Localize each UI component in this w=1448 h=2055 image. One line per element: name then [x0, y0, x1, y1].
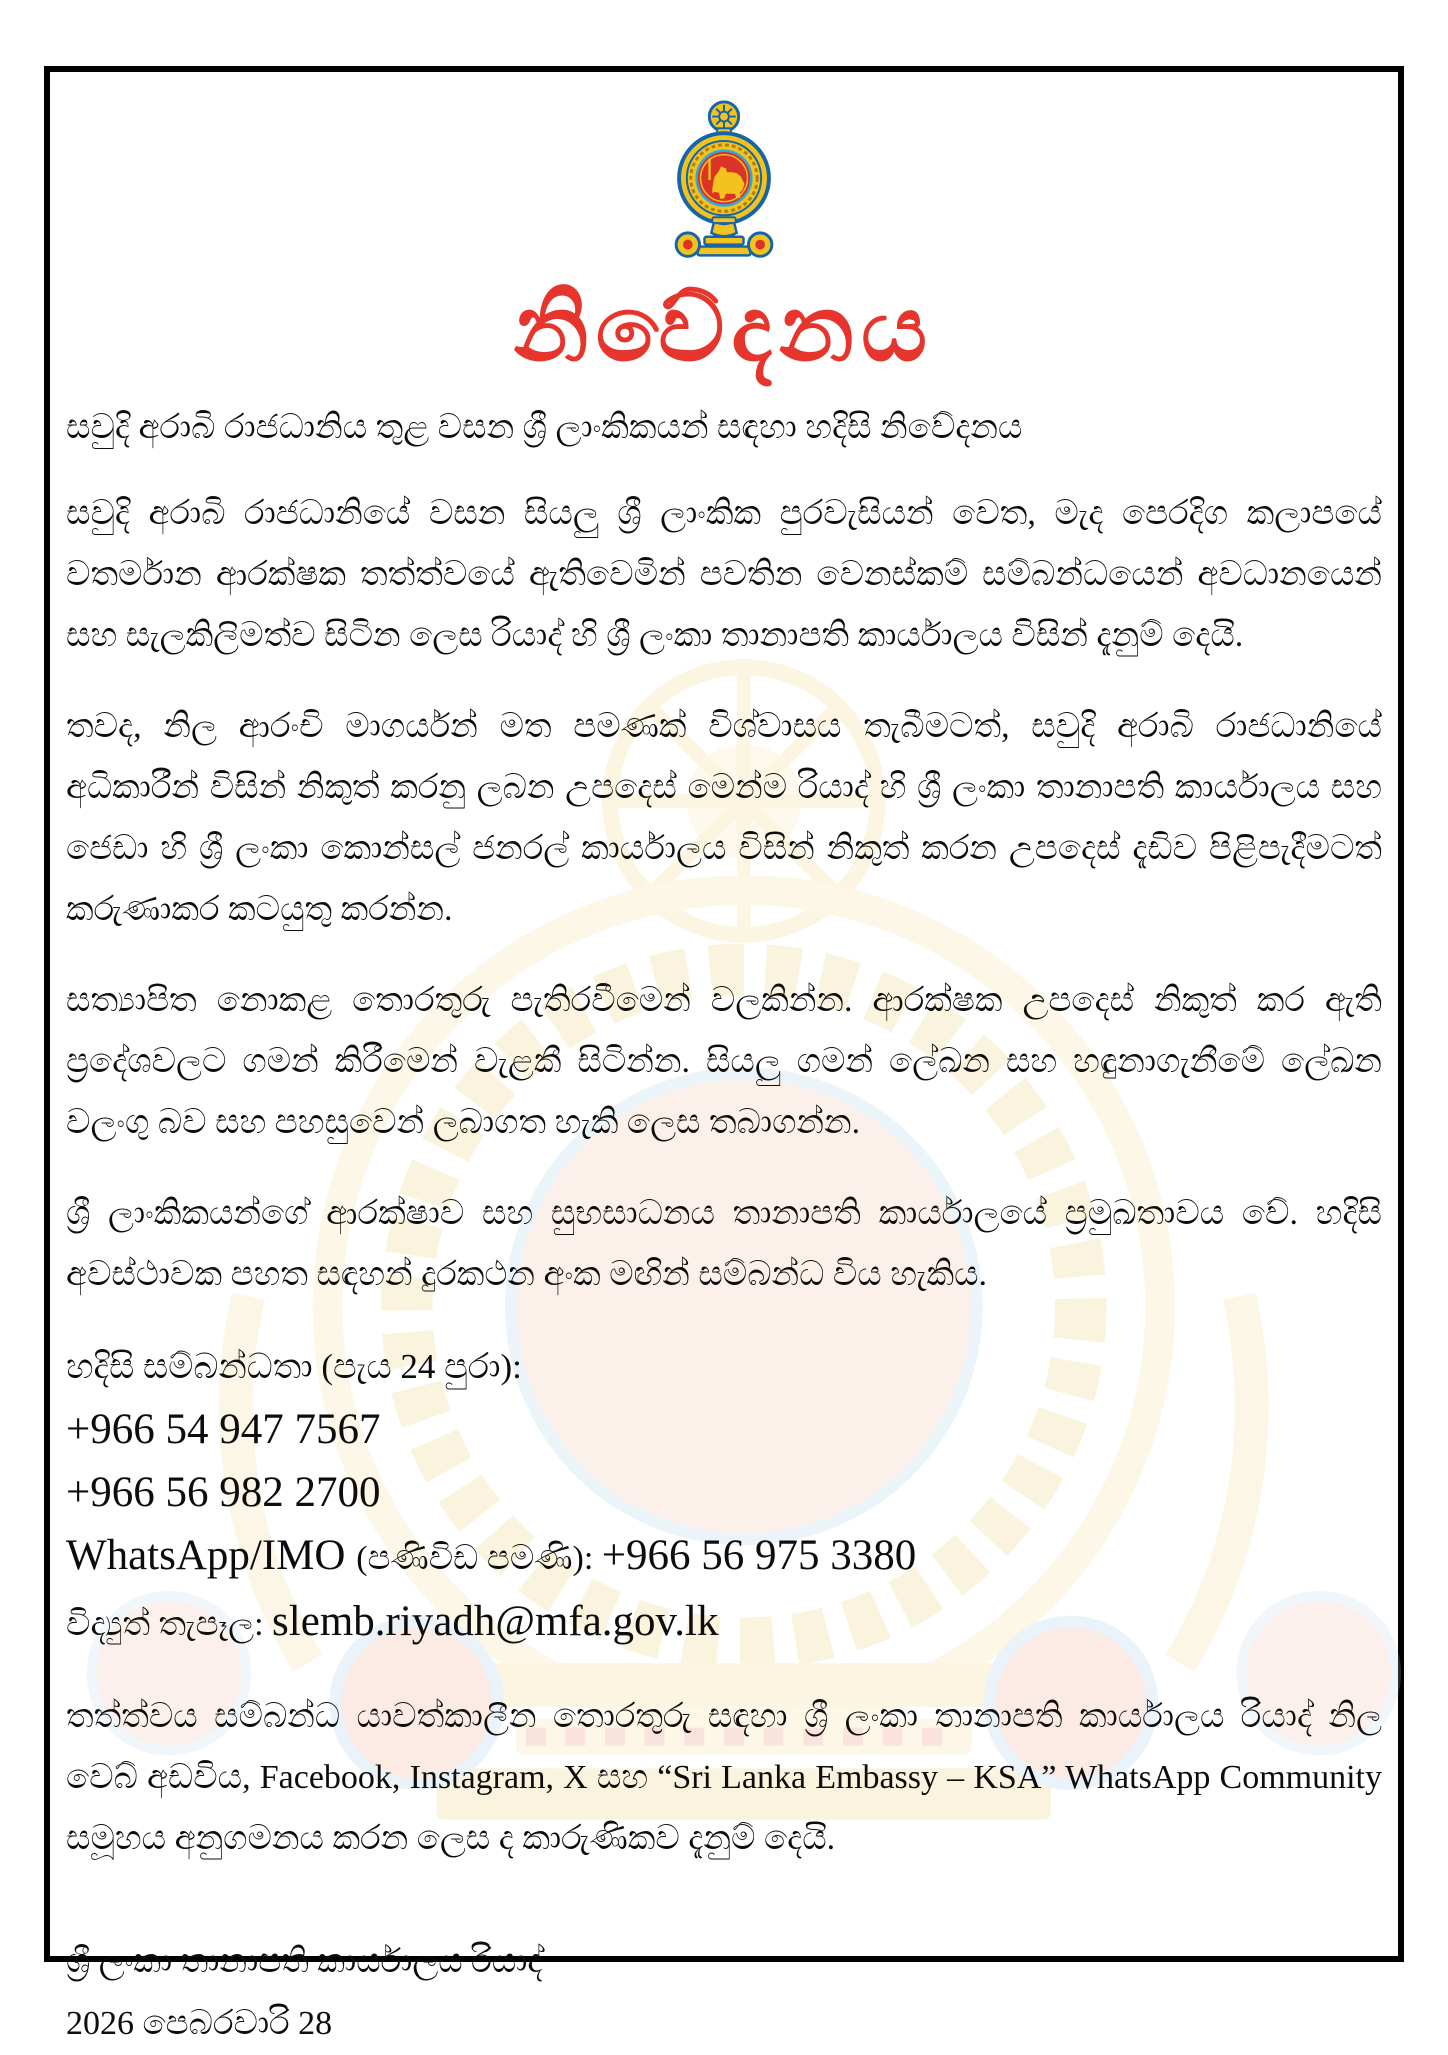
notice-title: නිවේදනය — [513, 278, 935, 380]
contact-whatsapp-line — [66, 1524, 1382, 1590]
paragraph-follow-channels: තත්ත්වය සම්බන්ධ යාවත්කාලීන තොරතුරු සඳහා ශ්‍රී ලංකා තානාපති කාර්යාලය රියාද් නිල වෙබ් අඩවිය, Facebook, Instagram, X සහ “Sri Lanka Embassy – KSA” WhatsApp Community සමූහය අනුගමනය කරන ලෙස ද කාරුණිකව දැනුම් දෙයි. — [66, 1698, 1382, 1857]
paragraph-official-guidance: තවද, නිල ආරංචි මාගර්යන් මත පමණක් විශ්වාසය තැබීමටත්, සවුදි අරාබි රාජධානියේ අධිකාරීන් විසින් නිකුත් කරනු ලබන උපදෙස් මෙන්ම රියාද් හි ශ්‍රී ලංකා තානාපති කාර්යාලය සහ ජෙඩා හි ශ්‍රී ලංකා කොන්සල් ජනරල් කාර්යාලය විසින් නිකුත් කරන උපදෙස් දැඩිව පිළිපැදීමටත් කරුණාකර කටයුතු කරන්න. — [66, 708, 1382, 928]
email-address: slemb.riyadh@mfa.gov.lk — [272, 1598, 719, 1645]
contact-phone-2: +966 56 982 2700 — [66, 1469, 381, 1516]
notice-subtitle: සවුදි අරාබි රාජධානිය තුළ වසන ශ්‍රී ලාංකිකයන් සඳහා හදිසි නිවේදනය — [66, 409, 1023, 446]
paragraph-welfare: ශ්‍රී ලාංකිකයන්ගේ ආරක්ෂාව සහ සුභසාධනය තානාපති කාර්යාලයේ ප්‍රමුඛතාවය වේ. හදිසි අවස්ථාවක පහත සඳහන් දුරකථන අංක මඟින් සම්බන්ධ විය හැකිය. — [66, 1195, 1382, 1293]
whatsapp-note: (පණිවිඩ පමණි): — [356, 1540, 602, 1577]
contact-phone-1: +966 54 947 7567 — [66, 1406, 381, 1453]
emblem-wrap — [66, 98, 1382, 275]
paragraph-precautions: සත්‍යාපිත නොකළ තොරතුරු පැතිරවීමෙන් වලකින්න. ආරක්ෂක උපදෙස් නිකුත් කර ඇති ප්‍රදේශවලට ගමන් කිරීමෙන් වැළකී සිටින්න. සියලු ගමන් ලේඛන සහ හඳුනාගැනීමේ ලේඛන වලංගු බව සහ පහසුවෙන් ලබාගත හැකි ලෙස තබාගන්න. — [66, 982, 1382, 1141]
contact-block — [66, 1335, 1382, 1656]
contact-email-line — [66, 1590, 1382, 1656]
signature-block — [66, 1931, 1382, 2055]
paragraph-situation: සවුදි අරාබි රාජධානියේ වසන සියලු ශ්‍රී ලාංකික පුරවැසියන් වෙත, මැද පෙරදිග කලාපයේ වතර්මාන ආරක්ෂක තත්ත්වයේ ඇතිවෙමින් පවතින වෙනස්කම් සම්බන්ධයෙන් අවධානයෙන් සහ සැලකිලිමත්ව සිටින ලෙස රියාද් හි ශ්‍රී ලංකා තානාපති කාර්යාලය විසින් දැනුම් දෙයි. — [66, 495, 1382, 654]
contact-heading: හදිසි සම්බන්ධතා (පැය 24 පුරා): — [66, 1347, 522, 1386]
contact-whatsapp-number: +966 56 975 3380 — [601, 1532, 917, 1579]
notice-date: 2026 පෙබරවාරි 28 — [66, 2005, 333, 2042]
sri-lanka-emblem-icon — [665, 98, 783, 270]
email-label: විද්‍යුත් තැපෑල: — [66, 1606, 273, 1643]
signature-office: ශ්‍රී ලංකා තානාපති කාර්යාලය රියාද් — [66, 1943, 543, 1980]
page-border — [44, 66, 1404, 2042]
whatsapp-imo-label: WhatsApp/IMO — [66, 1532, 357, 1579]
notice-content — [50, 72, 1398, 2055]
